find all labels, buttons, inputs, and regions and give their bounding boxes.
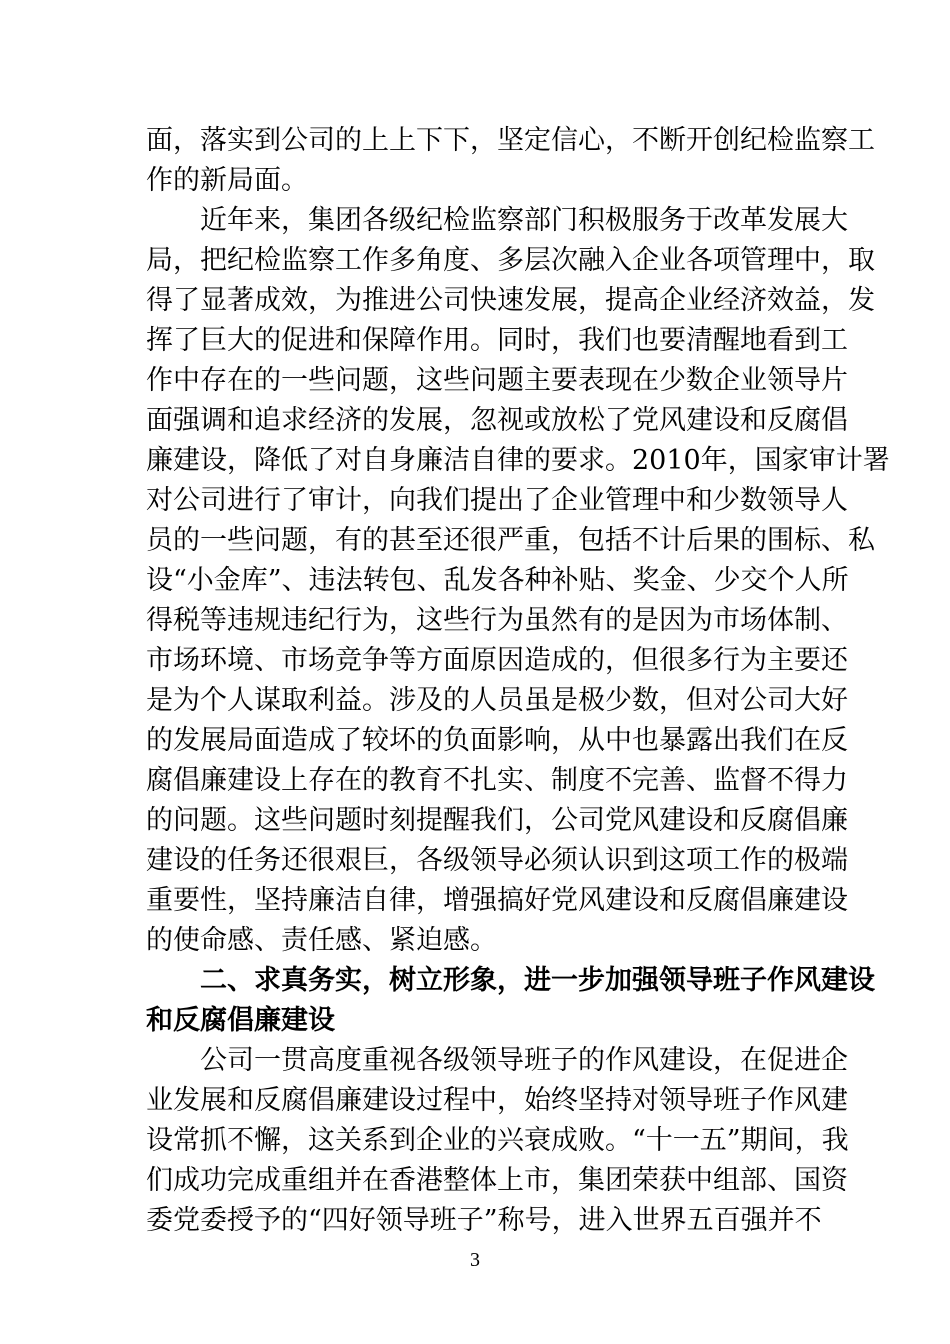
text-line: 面强调和追求经济的发展，忽视或放松了党风建设和反腐倡 [146, 405, 848, 436]
page-number: 3 [470, 1249, 480, 1271]
text-line: 设常抓不懈，这关系到企业的兴衰成败。“十一五”期间，我 [146, 1125, 849, 1156]
text-line: 建设的任务还很艰巨，各级领导必须认识到这项工作的极端 [146, 845, 848, 876]
text-line: 是为个人谋取利益。涉及的人员虽是极少数，但对公司大好 [146, 685, 848, 716]
text-line: 的问题。这些问题时刻提醒我们，公司党风建设和反腐倡廉 [146, 805, 848, 836]
paragraph-first-line: 近年来，集团各级纪检监察部门积极服务于改革发展大 [200, 205, 848, 236]
section-heading: 和反腐倡廉建设 [146, 1005, 335, 1036]
text-line: 们成功完成重组并在香港整体上市，集团荣获中组部、国资 [146, 1165, 848, 1196]
text-line: 的发展局面造成了较坏的负面影响，从中也暴露出我们在反 [146, 725, 848, 756]
text-line: 业发展和反腐倡廉建设过程中，始终坚持对领导班子作风建 [146, 1085, 848, 1116]
text-line: 市场环境、市场竞争等方面原因造成的，但很多行为主要还 [146, 645, 848, 676]
text-line: 局，把纪检监察工作多角度、多层次融入企业各项管理中，取 [146, 245, 875, 276]
text-line: 的使命感、责任感、紧迫感。 [146, 925, 497, 956]
text-line: 挥了巨大的促进和保障作用。同时，我们也要清醒地看到工 [146, 325, 848, 356]
text-line: 得了显著成效，为推进公司快速发展，提高企业经济效益，发 [146, 285, 875, 316]
text-line: 作中存在的一些问题，这些问题主要表现在少数企业领导片 [146, 365, 848, 396]
section-heading: 二、求真务实，树立形象，进一步加强领导班子作风建设 [200, 965, 875, 996]
text-line: 设“小金库”、违法转包、乱发各种补贴、奖金、少交个人所 [146, 565, 849, 596]
text-line: 得税等违规违纪行为，这些行为虽然有的是因为市场体制、 [146, 605, 848, 636]
text-line: 廉建设，降低了对自身廉洁自律的要求。2010年，国家审计署 [146, 445, 890, 476]
text-line: 腐倡廉建设上存在的教育不扎实、制度不完善、监督不得力 [146, 765, 848, 796]
text-line: 员的一些问题，有的甚至还很严重，包括不计后果的围标、私 [146, 525, 875, 556]
text-line: 作的新局面。 [146, 165, 308, 196]
text-line: 重要性，坚持廉洁自律，增强搞好党风建设和反腐倡廉建设 [146, 885, 848, 916]
text-line: 对公司进行了审计，向我们提出了企业管理中和少数领导人 [146, 485, 848, 516]
text-line: 委党委授予的“四好领导班子”称号，进入世界五百强并不 [146, 1205, 822, 1236]
text-line: 面，落实到公司的上上下下，坚定信心，不断开创纪检监察工 [146, 125, 875, 156]
paragraph-first-line: 公司一贯高度重视各级领导班子的作风建设，在促进企 [200, 1045, 848, 1076]
